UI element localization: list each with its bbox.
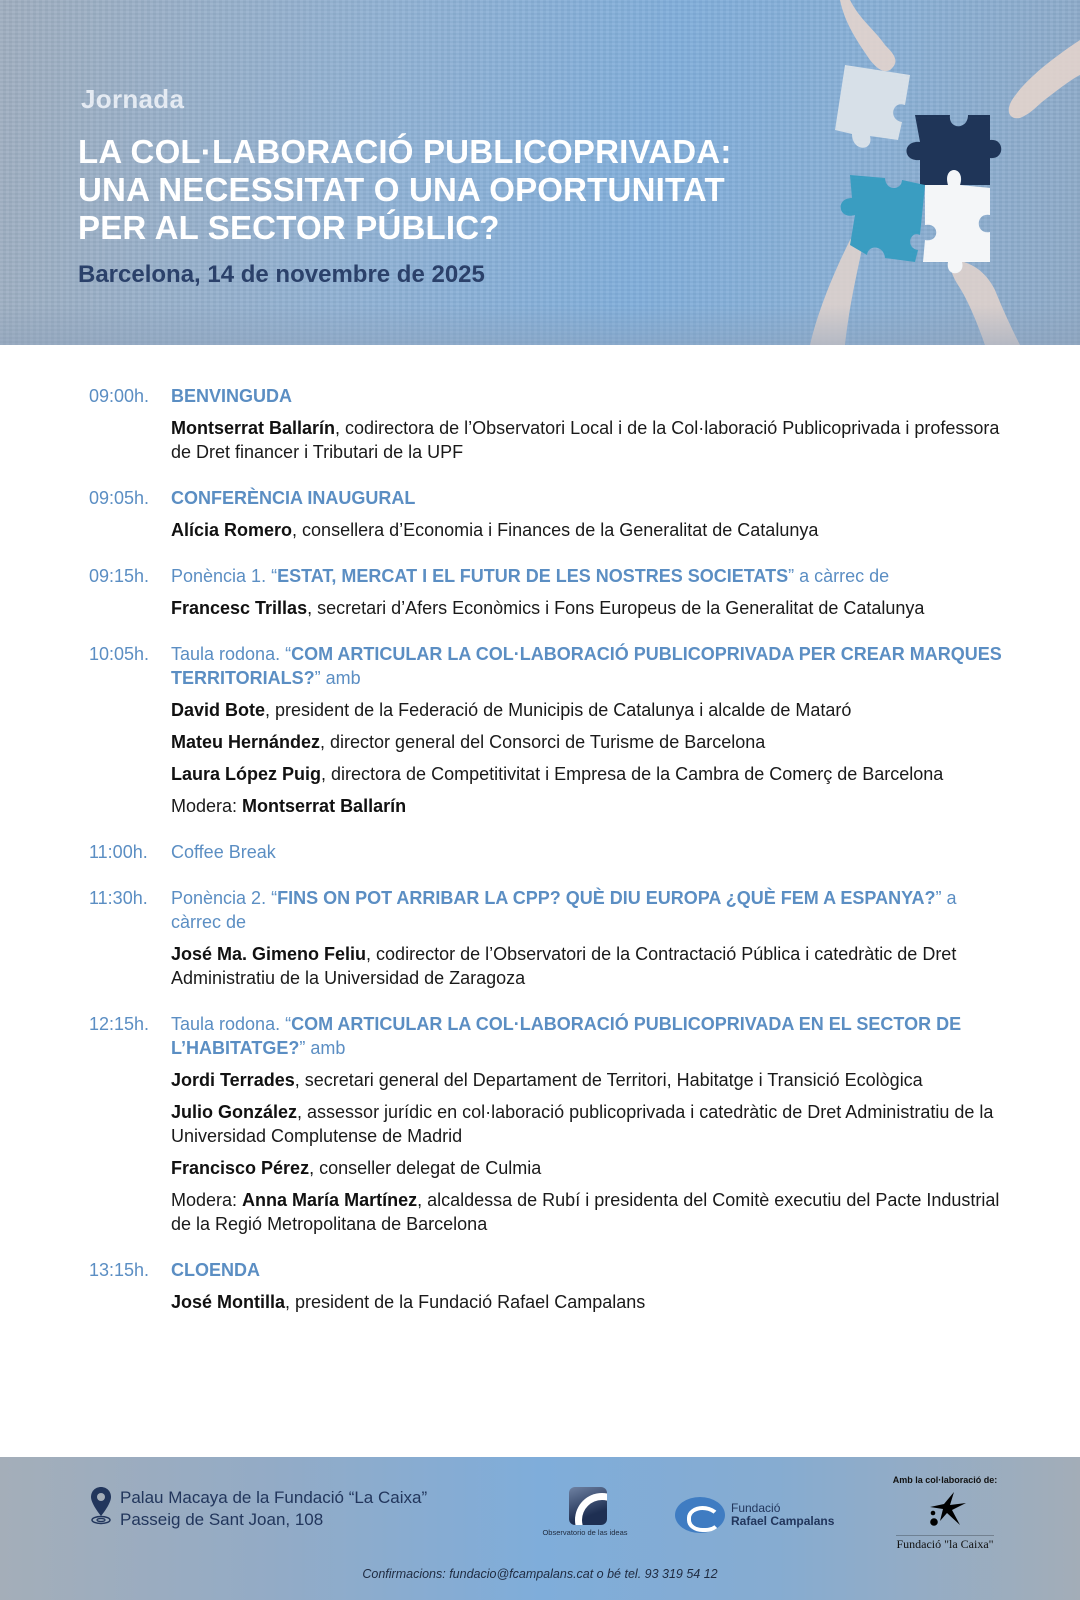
speaker [171,1156,1011,1180]
event-title-line: LA COL·LABORACIÓ PUBLICOPRIVADA: [78,133,732,170]
speaker-role: , president de la Federació de Municipis de Catalunya i alcalde de Mataró [265,700,852,720]
speaker-role: , secretari general del Departament de Territori, Habitatge i Transició Ecològica [294,1070,923,1090]
puzzle-hands-illustration [790,0,1080,345]
hand-bottom-right-icon [951,260,1020,345]
slot-title: Taula rodona. “COM ARTICULAR LA COL·LABORACIÓ PUBLICOPRIVADA EN EL SECTOR DE L’HABITATGE?” amb [171,1014,962,1058]
speaker-role: , director general del Consorci de Turisme de Barcelona [320,732,766,752]
speaker-name: Jordi Terrades [171,1070,295,1090]
hand-top-right-icon [1009,40,1080,118]
speaker-role: , codirectora de l’Observatori Local i de la Col·laboració Publicoprivada i professora de Dret financer i Tributari de la UPF [171,418,1000,462]
agenda-slot [89,1012,1019,1236]
location-pin-icon [90,1486,112,1526]
speaker-role: , alcaldessa de Rubí i presidenta del Comitè executiu del Pacte Industrial de la Regió Metropolitana de Barcelona [171,1190,1000,1234]
header-banner [0,0,1080,345]
speaker [171,730,1011,754]
moderator-label: Modera: [171,1190,243,1210]
speaker-role: , secretari d’Afers Econòmics i Fons Europeus de la Generalitat de Catalunya [307,598,925,618]
speaker-name: Anna María Martínez [242,1190,418,1210]
observatorio-logo-icon [569,1487,607,1525]
campalans-logo-icon [675,1497,725,1533]
event-title-line: PER AL SECTOR PÚBLIC? [78,209,500,246]
speaker-role: , president de la Fundació Rafael Campalans [285,1292,646,1312]
speaker [171,1068,1011,1092]
agenda-slot [89,1258,1019,1314]
speaker [171,698,1011,722]
speaker-role: , directora de Competitivitat i Empresa de la Cambra de Comerç de Barcelona [321,764,944,784]
agenda-slot [89,840,1019,864]
slot-time: 09:00h. [89,386,150,406]
moderator-label: Modera: [171,796,243,816]
la-caixa-star-icon [920,1491,970,1527]
speaker [171,518,1011,542]
puzzle-piece-light-icon [835,65,910,148]
slot-title: Taula rodona. “COM ARTICULAR LA COL·LABORACIÓ PUBLICOPRIVADA PER CREAR MARQUES TERRITORIALS?” amb [171,644,1002,688]
agenda-slot [89,642,1019,818]
slot-time: 09:05h. [89,488,150,508]
slot-title: Ponència 2. “FINS ON POT ARRIBAR LA CPP? QUÈ DIU EUROPA ¿QUÈ FEM A ESPANYA?” a càrrec de [171,888,957,932]
speaker-name: Alícia Romero [171,520,293,540]
speaker-name: Julio González [171,1102,298,1122]
agenda-slot [89,384,1019,464]
speaker-name: Francesc Trillas [171,598,308,618]
hand-bottom-left-icon [810,236,862,345]
speaker [171,1100,1011,1148]
slot-time: 12:15h. [89,1014,150,1034]
puzzle-piece-white-icon [923,170,990,273]
slot-title: Coffee Break [171,842,276,862]
slot-title: BENVINGUDA [171,386,293,406]
speaker-name: Francisco Pérez [171,1158,310,1178]
agenda-slot [89,886,1019,990]
event-date: Barcelona, 14 de novembre de 2025 [78,261,485,288]
venue [90,1487,427,1531]
event-kicker: Jornada [81,84,185,114]
speaker-name: José Montilla [171,1292,286,1312]
speaker [171,942,1011,990]
speaker [171,1290,1011,1314]
slot-time: 10:05h. [89,644,150,664]
slot-time: 09:15h. [89,566,150,586]
event-title [78,133,798,247]
campalans-line1: Fundació [731,1501,781,1515]
speaker-name: Montserrat Ballarín [242,796,407,816]
venue-name: Palau Macaya de la Fundació “La Caixa” [120,1488,428,1507]
speaker-role: , codirector de l’Observatori de la Contractació Pública i catedràtic de Dret Administratiu de la Universidad de Zaragoza [171,944,957,988]
slot-title: Ponència 1. “ESTAT, MERCAT I EL FUTUR DE LES NOSTRES SOCIETATS” a càrrec de [171,566,890,586]
hand-top-left-icon [840,0,895,71]
speaker-name: José Ma. Gimeno Feliu [171,944,367,964]
slot-title: CLOENDA [171,1260,260,1280]
speaker [171,596,1011,620]
collab-name: Fundació "la Caixa" [896,1537,994,1551]
speaker [171,416,1011,464]
speaker-name: Mateu Hernández [171,732,321,752]
moderator [171,794,1011,818]
logo-fundacio-campalans [675,1497,834,1533]
agenda [89,384,1019,1336]
venue-address: Passeig de Sant Joan, 108 [120,1510,324,1529]
speaker-name: Montserrat Ballarín [171,418,336,438]
speaker-name: David Bote [171,700,266,720]
logo-observatorio [538,1487,638,1537]
speaker-name: Laura López Puig [171,764,322,784]
confirmation-info: Confirmacions: fundacio@fcampalans.cat o bé tel. 93 319 54 12 [362,1567,718,1581]
speaker [171,762,1011,786]
collab-label: Amb la col·laboració de: [892,1475,998,1485]
slot-time: 13:15h. [89,1260,150,1280]
moderator [171,1188,1011,1236]
footer [0,1457,1080,1600]
slot-time: 11:30h. [89,888,148,908]
speaker-role: , conseller delegat de Culmia [309,1158,542,1178]
event-title-line: UNA NECESSITAT O UNA OPORTUNITAT [78,171,725,208]
campalans-line2: Rafael Campalans [731,1514,835,1528]
speaker-role: , consellera d’Economia i Finances de la Generalitat de Catalunya [292,520,819,540]
slot-title: CONFERÈNCIA INAUGURAL [171,488,416,508]
slot-time: 11:00h. [89,842,148,862]
agenda-slot [89,486,1019,542]
speaker-role: , assessor jurídic en col·laboració publicoprivada i catedràtic de Dret Administratiu de la Universidad Complutense de Madrid [171,1102,994,1146]
collaboration [870,1475,1020,1553]
agenda-slot [89,564,1019,620]
observatorio-caption: Observatorio de las ideas [542,1528,628,1537]
